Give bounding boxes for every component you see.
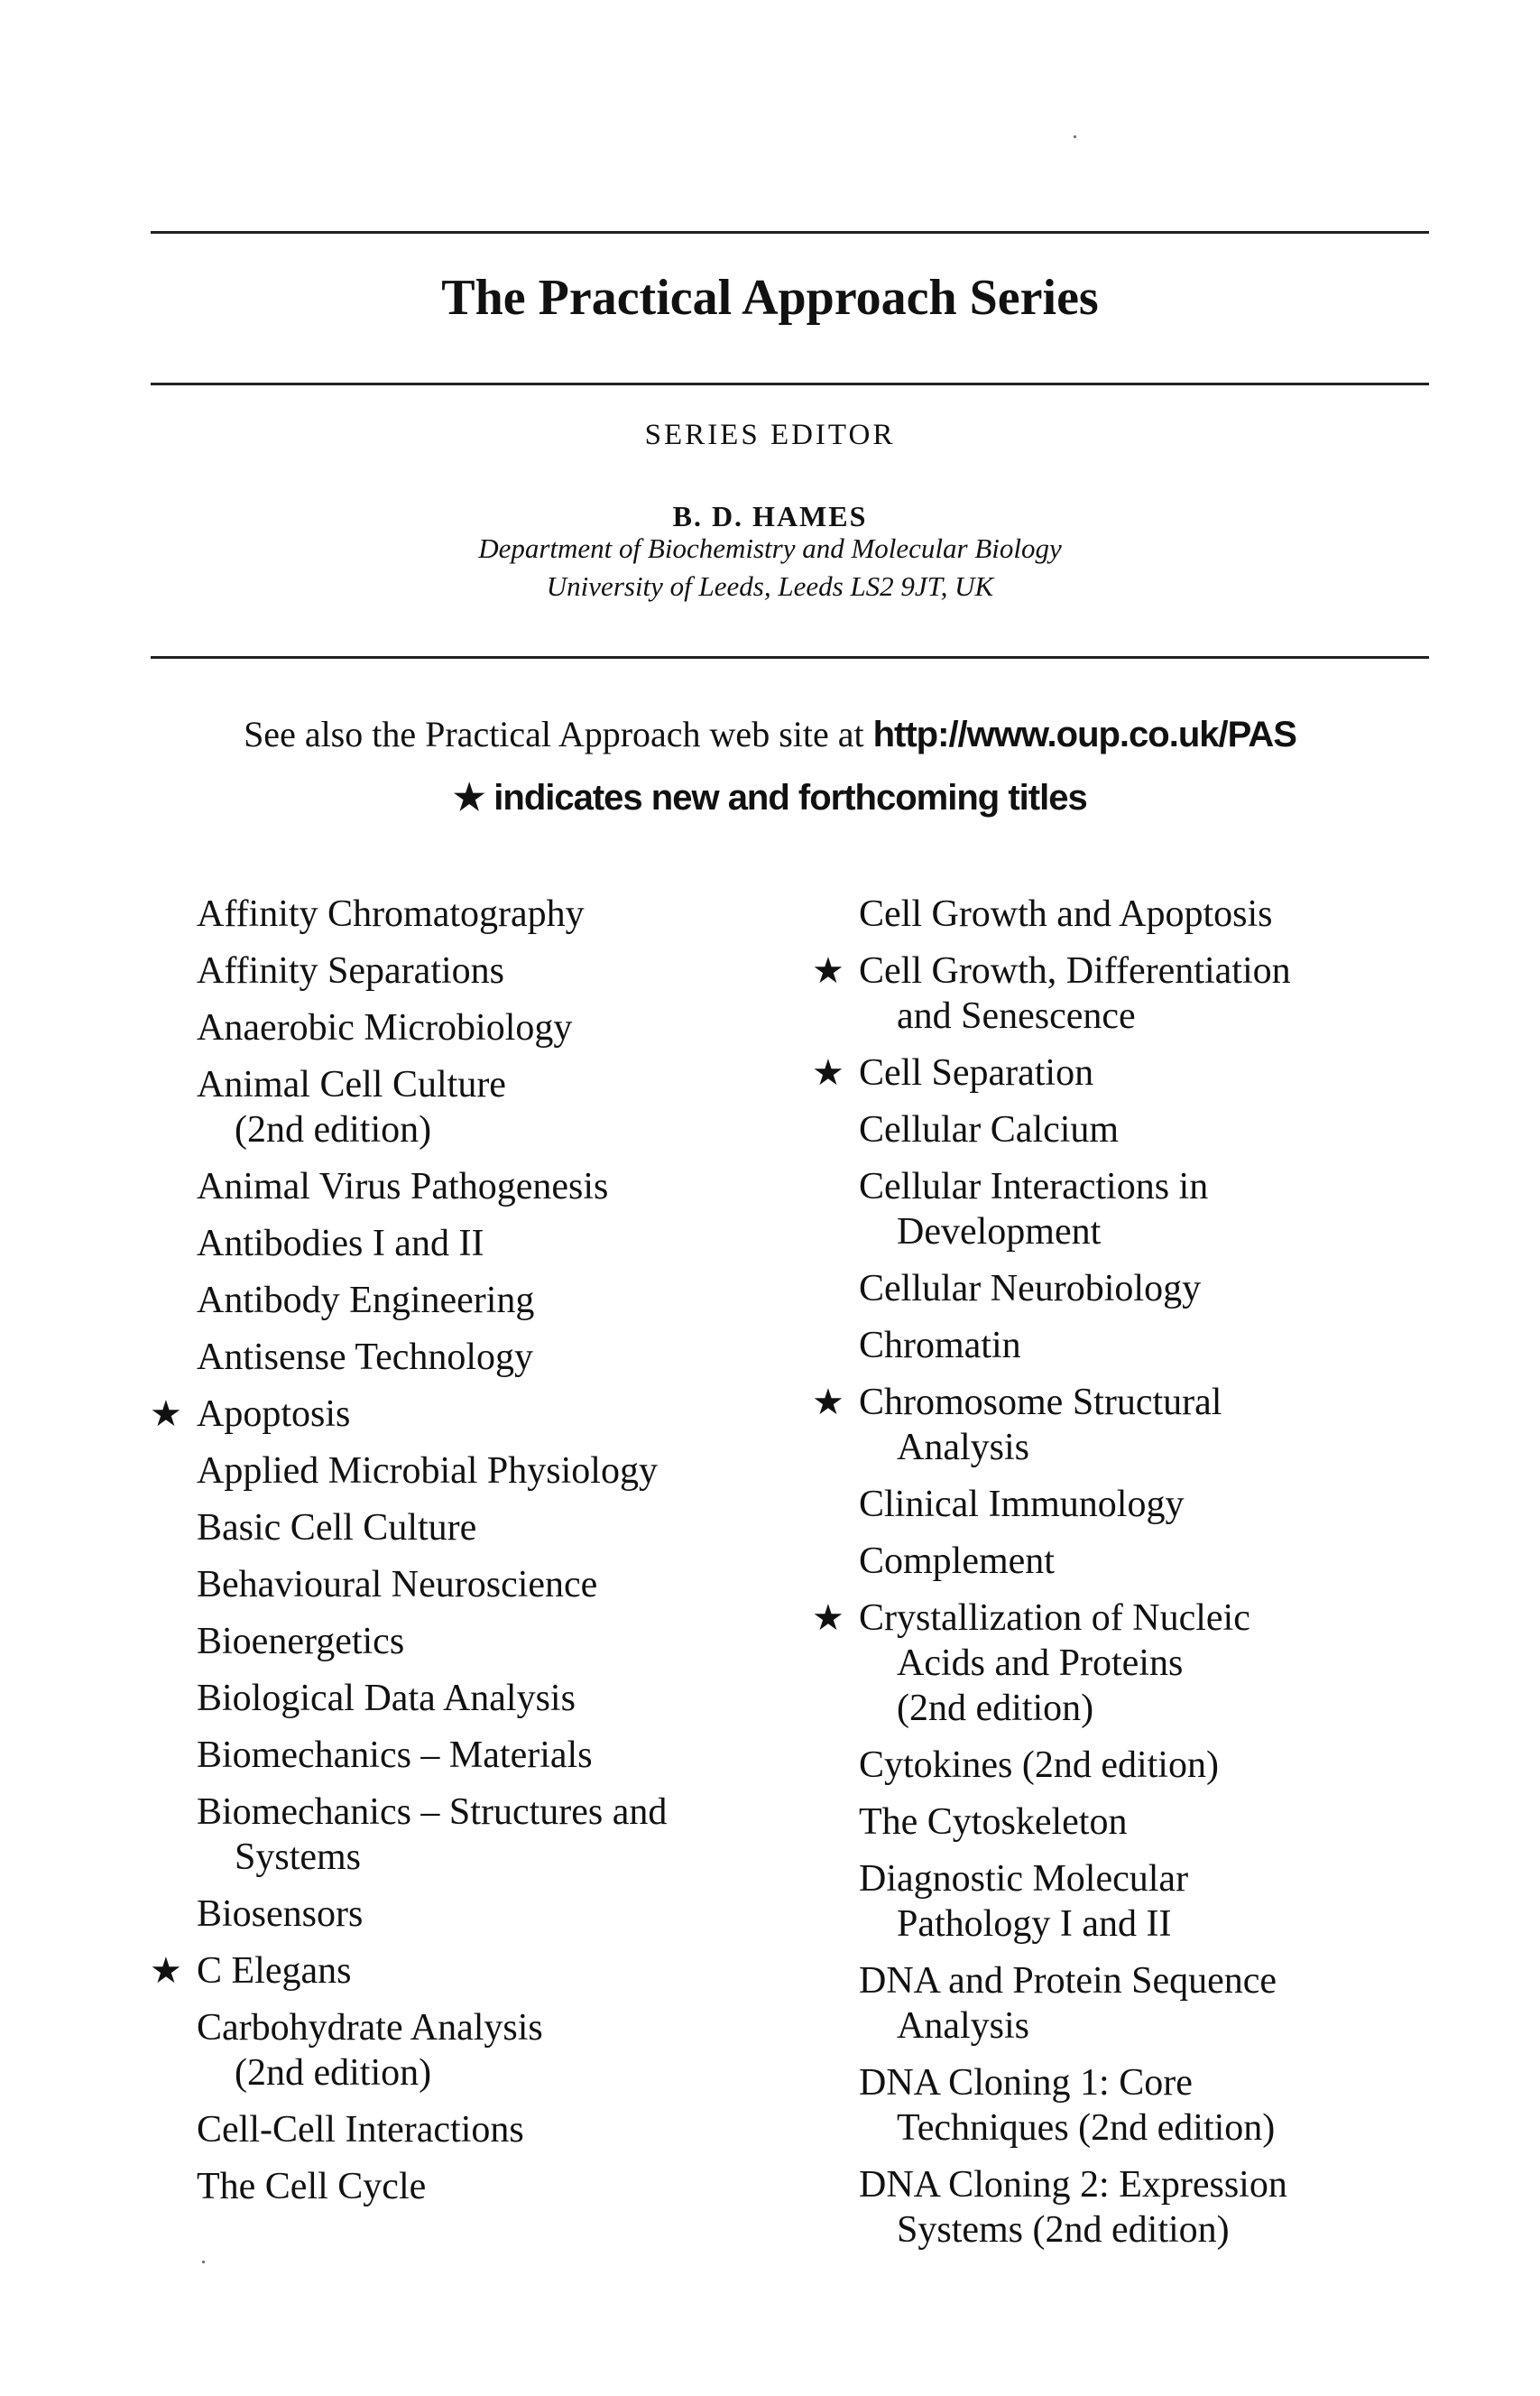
book-title-text: Cell Growth, Differentiation	[859, 950, 1291, 992]
book-title-entry	[150, 1392, 828, 1437]
star-icon: ★	[150, 1950, 182, 1992]
see-also-text: See also the Practical Approach web site at	[244, 714, 873, 754]
book-title-text: Antisense Technology	[197, 1337, 534, 1378]
editor-bottom-rule	[151, 656, 1429, 659]
book-title-entry	[812, 1380, 1490, 1470]
book-title-text: DNA and Protein Sequence	[859, 1960, 1277, 2002]
book-title-text: Analysis	[897, 2005, 1029, 2047]
website-link[interactable]: http://www.oup.co.uk/PAS	[872, 715, 1296, 754]
book-title-text: Techniques (2nd edition)	[897, 2107, 1276, 2149]
book-title-text: Animal Virus Pathogenesis	[197, 1166, 609, 1207]
book-title-entry	[197, 892, 828, 937]
book-title-entry	[859, 1482, 1490, 1527]
book-title-entry	[859, 1323, 1490, 1368]
book-title-text: Bioenergetics	[197, 1621, 405, 1662]
title-bottom-rule	[151, 383, 1429, 385]
book-title-text: The Cytoskeleton	[859, 1801, 1128, 1843]
book-title-text: Cell-Cell Interactions	[197, 2109, 524, 2151]
book-title-entry	[859, 1107, 1490, 1152]
book-title-text: Basic Cell Culture	[197, 1507, 477, 1549]
titles-left-column	[150, 892, 828, 2221]
book-title-entry	[150, 1948, 828, 1994]
book-title-text: Systems	[235, 1836, 362, 1878]
book-title-entry	[197, 1892, 828, 1937]
book-title-text: Biosensors	[197, 1893, 364, 1935]
book-title-entry	[197, 1562, 828, 1607]
star-icon: ★	[812, 1052, 844, 1094]
book-title-entry	[859, 1164, 1490, 1254]
book-title-text: Acids and Proteins	[897, 1642, 1184, 1684]
book-title-entry	[812, 1050, 1490, 1096]
book-title-entry	[197, 1062, 828, 1152]
star-icon: ★	[453, 778, 485, 818]
book-title-text: Cell Separation	[859, 1052, 1094, 1094]
new-titles-legend	[0, 772, 1540, 823]
book-title-entry	[197, 1676, 828, 1721]
book-title-text: Diagnostic Molecular	[859, 1858, 1189, 1900]
editor-affiliation-university: University of Leeds, Leeds LS2 9JT, UK	[546, 570, 994, 602]
star-icon: ★	[812, 950, 844, 992]
legend-text: indicates new and forthcoming titles	[484, 778, 1087, 818]
book-title-entry	[197, 2164, 828, 2209]
book-title-entry	[197, 1448, 828, 1494]
book-title-entry	[859, 1266, 1490, 1311]
book-title-text: The Cell Cycle	[197, 2166, 427, 2207]
book-title-text: (2nd edition)	[235, 2052, 432, 2094]
book-title-text: DNA Cloning 1: Core	[859, 2062, 1193, 2104]
book-title-entry	[197, 1619, 828, 1664]
book-title-text: Behavioural Neuroscience	[197, 1564, 598, 1605]
book-title-text: Carbohydrate Analysis	[197, 2007, 543, 2049]
book-title-entry	[859, 1856, 1490, 1947]
book-title-text: Biomechanics – Materials	[197, 1735, 593, 1776]
book-title-entry	[859, 2060, 1490, 2151]
book-title-entry	[197, 948, 828, 994]
book-title-text: Affinity Chromatography	[197, 893, 585, 935]
scan-speck	[202, 2261, 205, 2263]
book-title-entry	[197, 2005, 828, 2095]
top-rule	[151, 231, 1429, 234]
book-title-entry	[197, 1733, 828, 1778]
star-icon: ★	[150, 1393, 182, 1435]
book-title-entry	[859, 892, 1490, 937]
series-editor-label: SERIES EDITOR	[644, 419, 896, 451]
series-title: The Practical Approach Series	[441, 270, 1099, 326]
book-title-entry	[197, 1221, 828, 1266]
book-title-text: Development	[897, 1211, 1102, 1253]
book-title-text: Biomechanics – Structures and	[197, 1791, 668, 1833]
book-title-entry	[812, 948, 1490, 1039]
star-icon: ★	[812, 1597, 844, 1639]
see-also-line	[0, 709, 1540, 760]
titles-right-column	[812, 892, 1490, 2264]
book-title-entry	[197, 1005, 828, 1050]
book-title-text: DNA Cloning 2: Expression	[859, 2164, 1287, 2206]
book-title-entry	[859, 1958, 1490, 2049]
book-title-text: Chromatin	[859, 1325, 1021, 1366]
book-title-entry	[812, 1596, 1490, 1731]
book-title-text: Applied Microbial Physiology	[197, 1450, 658, 1492]
book-title-text: (2nd edition)	[235, 1109, 432, 1151]
book-title-text: Cell Growth and Apoptosis	[859, 893, 1273, 935]
book-title-text: Anaerobic Microbiology	[197, 1007, 573, 1049]
book-title-text: Affinity Separations	[197, 950, 505, 992]
book-title-text: Antibodies I and II	[197, 1223, 484, 1264]
book-title-text: Systems (2nd edition)	[897, 2209, 1230, 2251]
book-title-text: Complement	[859, 1540, 1055, 1582]
book-title-text: Pathology I and II	[897, 1903, 1172, 1945]
book-title-entry	[859, 1743, 1490, 1788]
book-title-entry	[197, 1278, 828, 1323]
book-title-entry	[859, 1799, 1490, 1845]
book-title-text: Analysis	[897, 1427, 1029, 1468]
star-icon: ★	[812, 1382, 844, 1423]
book-title-text: and Senescence	[897, 995, 1136, 1037]
book-title-entry	[859, 2162, 1490, 2253]
book-title-text: Antibody Engineering	[197, 1280, 535, 1321]
editor-affiliation-department: Department of Biochemistry and Molecular Biology	[478, 532, 1062, 564]
book-title-text: C Elegans	[197, 1950, 352, 1992]
book-title-text: Cellular Neurobiology	[859, 1268, 1202, 1309]
book-title-text: (2nd edition)	[897, 1688, 1094, 1729]
editor-name: B. D. HAMES	[672, 500, 868, 532]
book-title-entry	[197, 1164, 828, 1209]
scan-speck	[1074, 135, 1076, 138]
book-title-text: Apoptosis	[197, 1393, 351, 1435]
book-title-entry	[197, 2107, 828, 2152]
book-title-entry	[197, 1790, 828, 1880]
book-title-entry	[197, 1505, 828, 1550]
book-title-text: Animal Cell Culture	[197, 1064, 506, 1105]
book-title-text: Chromosome Structural	[859, 1382, 1222, 1423]
book-title-entry	[859, 1539, 1490, 1584]
book-title-text: Crystallization of Nucleic	[859, 1597, 1250, 1639]
book-title-text: Cellular Calcium	[859, 1109, 1120, 1151]
book-title-entry	[197, 1335, 828, 1380]
book-title-text: Cytokines (2nd edition)	[859, 1744, 1219, 1786]
book-title-text: Cellular Interactions in	[859, 1166, 1209, 1207]
book-title-text: Clinical Immunology	[859, 1484, 1185, 1525]
book-title-text: Biological Data Analysis	[197, 1678, 576, 1719]
